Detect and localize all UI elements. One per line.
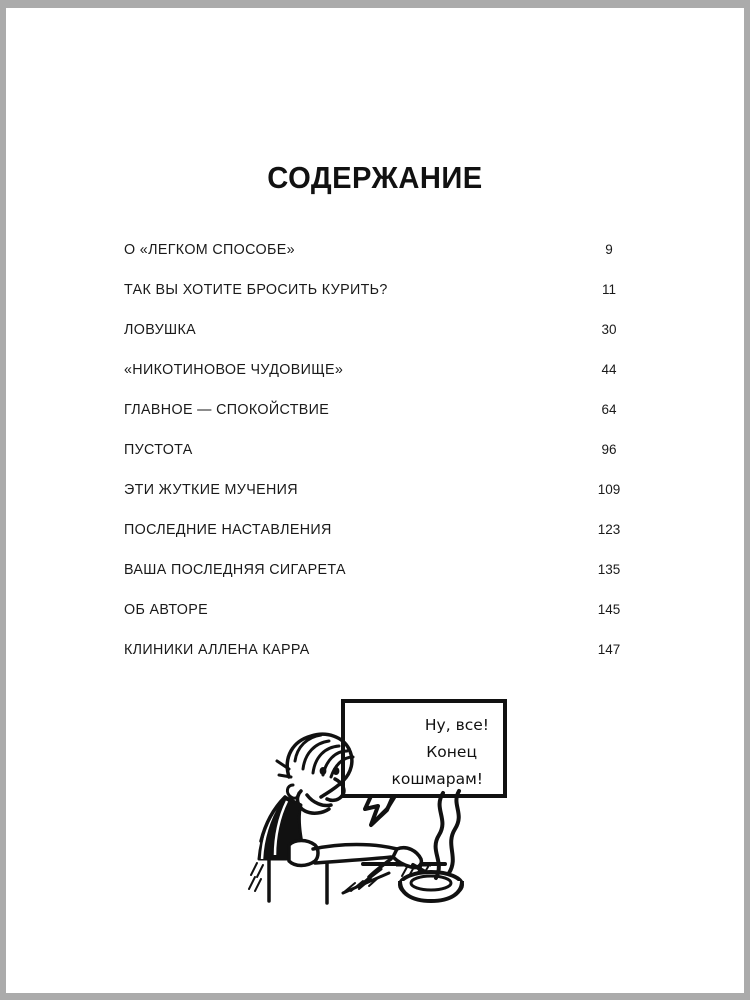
- toc-entry-label: ТАК ВЫ ХОТИТЕ БРОСИТЬ КУРИТЬ?: [124, 282, 388, 298]
- toc-entry-label: ЛОВУШКА: [124, 322, 197, 338]
- cartoon-illustration: [231, 673, 531, 913]
- eye-left: [320, 767, 327, 775]
- floor-hatching-left: [249, 863, 263, 891]
- floor-line: [343, 873, 389, 893]
- toc-entry-label: ВАША ПОСЛЕДНЯЯ СИГАРЕТА: [124, 562, 346, 578]
- sleeve-cuff: [289, 841, 318, 866]
- toc-entry-label: ЭТИ ЖУТКИЕ МУЧЕНИЯ: [124, 482, 298, 498]
- toc-entry-label: ПУСТОТА: [124, 442, 193, 458]
- toc-entry-page-number: 44: [601, 362, 617, 377]
- page-sheet: [6, 8, 744, 993]
- speech-bubble-line-2: Конец: [426, 743, 477, 761]
- toc-entry-label: КЛИНИКИ АЛЛЕНА КАРРА: [124, 642, 310, 658]
- toc-entry[interactable]: [124, 430, 632, 470]
- speech-bubble-line-3: кошмарам!: [391, 770, 483, 788]
- toc-entry-page-number: 145: [597, 602, 621, 617]
- toc-entry-page-number: 96: [601, 442, 617, 457]
- toc-entry-page-number: 109: [597, 482, 621, 497]
- toc-entry-page-number: 64: [601, 402, 617, 417]
- ear: [287, 785, 299, 798]
- toc-entry[interactable]: [124, 270, 632, 310]
- toc-entry-page-number: 11: [601, 282, 616, 297]
- toc-entry-page-number: 30: [601, 322, 617, 337]
- toc-entry[interactable]: [124, 630, 632, 670]
- eye-right: [333, 767, 340, 775]
- toc-entry[interactable]: [124, 590, 632, 630]
- arm-top: [313, 845, 397, 850]
- smoke-wisp-2: [449, 791, 459, 873]
- toc-entry-page-number: 135: [597, 562, 621, 577]
- toc-entry[interactable]: [124, 350, 632, 390]
- speech-bubble-line-1: Ну, все!: [424, 716, 489, 734]
- toc-entry[interactable]: [124, 550, 632, 590]
- toc-entry-page-number: 147: [597, 642, 621, 657]
- toc-entry-page-number: 123: [597, 522, 621, 537]
- toc-entry-label: О «ЛЕГКОМ СПОСОБЕ»: [124, 242, 295, 258]
- toc-entry-label: ПОСЛЕДНИЕ НАСТАВЛЕНИЯ: [124, 522, 332, 538]
- toc-entry[interactable]: [124, 230, 632, 270]
- toc-entry[interactable]: [124, 310, 632, 350]
- toc-entry-label: «НИКОТИНОВОЕ ЧУДОВИЩЕ»: [124, 362, 344, 378]
- page-title: СОДЕРЖАНИЕ: [267, 160, 483, 195]
- toc-entry[interactable]: [124, 390, 632, 430]
- toc-entry-label: ОБ АВТОРЕ: [124, 602, 209, 618]
- speech-bubble-tail: [365, 796, 393, 825]
- toc-entry-page-number: 9: [605, 242, 613, 257]
- toc-entry-label: ГЛАВНОЕ — СПОКОЙСТВИЕ: [124, 402, 330, 418]
- toc-entry[interactable]: [124, 470, 632, 510]
- cartoon-svg: [231, 673, 531, 913]
- toc-entry[interactable]: [124, 510, 632, 550]
- table-of-contents-list: [124, 230, 632, 670]
